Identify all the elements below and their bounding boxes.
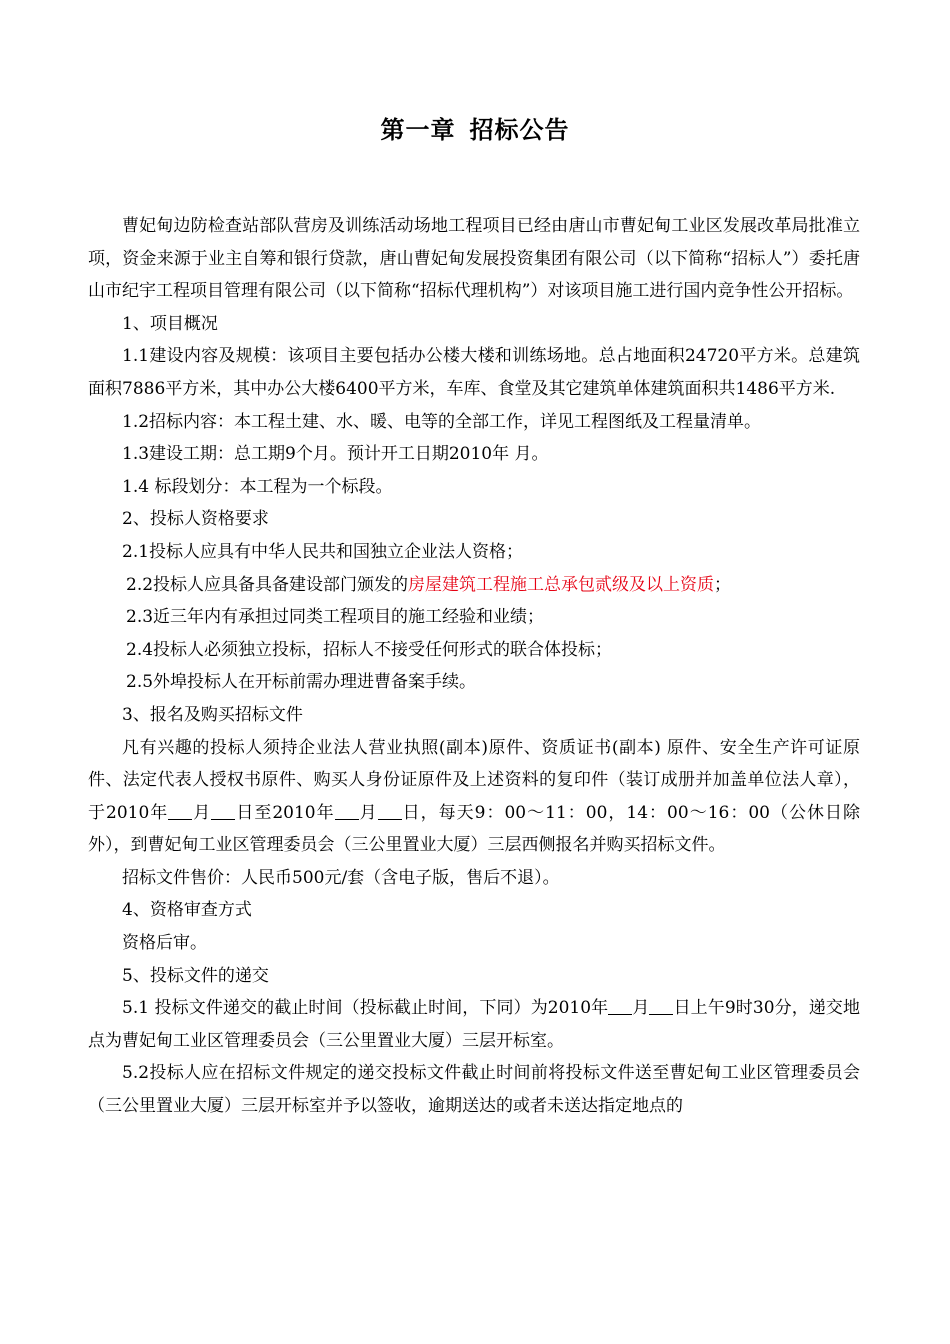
section-4-text: 资格后审。: [122, 933, 207, 954]
section-5-1: [88, 992, 860, 1057]
section-2-5: 2.5外埠投标人在开标前需办理进曹备案手续。: [126, 672, 477, 693]
intro-paragraph: 曹妃甸边防检查站部队营房及训练活动场地工程项目已经由唐山市曹妃甸工业区发展改革局批准立项，资金来源于业主自筹和银行贷款，唐山曹妃甸发展投资集团有限公司（以下简称“招标人”）委托唐山市纪宇工程项目管理有限公司（以下简称“招标代理机构”）对该项目施工进行国内竞争性公开招标。: [88, 216, 860, 302]
section-2-2-end: ；: [714, 574, 732, 595]
chapter-title: [0, 112, 950, 148]
section-3-price: 招标文件售价：人民币500元/套（含电子版，售后不退）。: [122, 867, 560, 888]
section-4-heading: 4、资格审查方式: [122, 900, 252, 921]
section-1-2: 1.2招标内容：本工程土建、水、暖、电等的全部工作，详见工程图纸及工程量清单。: [122, 411, 762, 432]
registration-text-d: 月: [358, 802, 378, 823]
blank-day-2: [378, 803, 402, 820]
registration-text-a: 凡有兴趣的投标人须持企业法人营业执照(副本)原件、资质证书(副本) 原件、安全生产许可证原件、法定代表人授权书原件、购买人身份证原件及上述资料的复印件（装订成册并加盖单位法人章），于2010年: [88, 737, 860, 823]
chapter-name: 招标公告: [469, 116, 570, 144]
deadline-text-c: 日上午9时30分，递交地点为曹妃甸工业区管理委员会（三公里置业大厦）三层开标室。: [88, 998, 861, 1051]
section-3-heading: 3、报名及购买招标文件: [122, 704, 303, 725]
registration-text-e: 日，每天9：00～11：00，14：00～16：00（公休日除外），到曹妃甸工业区管理委员会（三公里置业大厦）三层西侧报名并购买招标文件。: [88, 802, 861, 856]
registration-text-b: 月: [192, 802, 212, 823]
document-body: [88, 210, 860, 1123]
blank-day-1: [211, 803, 235, 820]
blank-month-3: [608, 998, 632, 1015]
section-2-1: 2.1投标人应具有中华人民共和国独立企业法人资格；: [122, 541, 524, 562]
section-1-heading: 1、项目概况: [122, 313, 218, 334]
section-2-4: 2.4投标人必须独立投标，招标人不接受任何形式的联合体投标；: [126, 639, 613, 660]
blank-month-1: [168, 803, 192, 820]
deadline-text-b: 月: [632, 998, 650, 1019]
section-2-2-text: 2.2投标人应具备具备建设部门颁发的: [126, 574, 409, 595]
section-2-3: 2.3近三年内有承担过同类工程项目的施工经验和业绩；: [126, 607, 545, 628]
section-2-heading: 2、投标人资格要求: [122, 509, 269, 530]
section-3-registration: [88, 732, 860, 862]
deadline-text-a: 5.1 投标文件递交的截止时间（投标截止时间，下同）为2010年: [122, 998, 609, 1019]
section-5-heading: 5、投标文件的递交: [122, 965, 269, 986]
qualification-requirement: 房屋建筑工程施工总承包贰级及以上资质: [408, 574, 715, 595]
section-1-3: 1.3建设工期：总工期9个月。预计开工日期2010年 月。: [122, 444, 549, 465]
section-2-2: [88, 569, 860, 602]
section-1-4: 1.4 标段划分：本工程为一个标段。: [122, 476, 393, 497]
registration-text-c: 日至2010年: [235, 802, 335, 823]
blank-day-3: [649, 998, 673, 1015]
blank-month-2: [335, 803, 359, 820]
chapter-number: 第一章: [380, 116, 456, 144]
section-1-1: 1.1建设内容及规模：该项目主要包括办公楼大楼和训练场地。总占地面积24720平方米。总建筑面积7886平方米，其中办公大楼6400平方米，车库、食堂及其它建筑单体建筑面积共1486平方米.: [88, 346, 860, 399]
section-5-2: 5.2投标人应在招标文件规定的递交投标文件截止时间前将投标文件送至曹妃甸工业区管理委员会（三公里置业大厦）三层开标室并予以签收，逾期送达的或者未送达指定地点的: [88, 1063, 860, 1117]
